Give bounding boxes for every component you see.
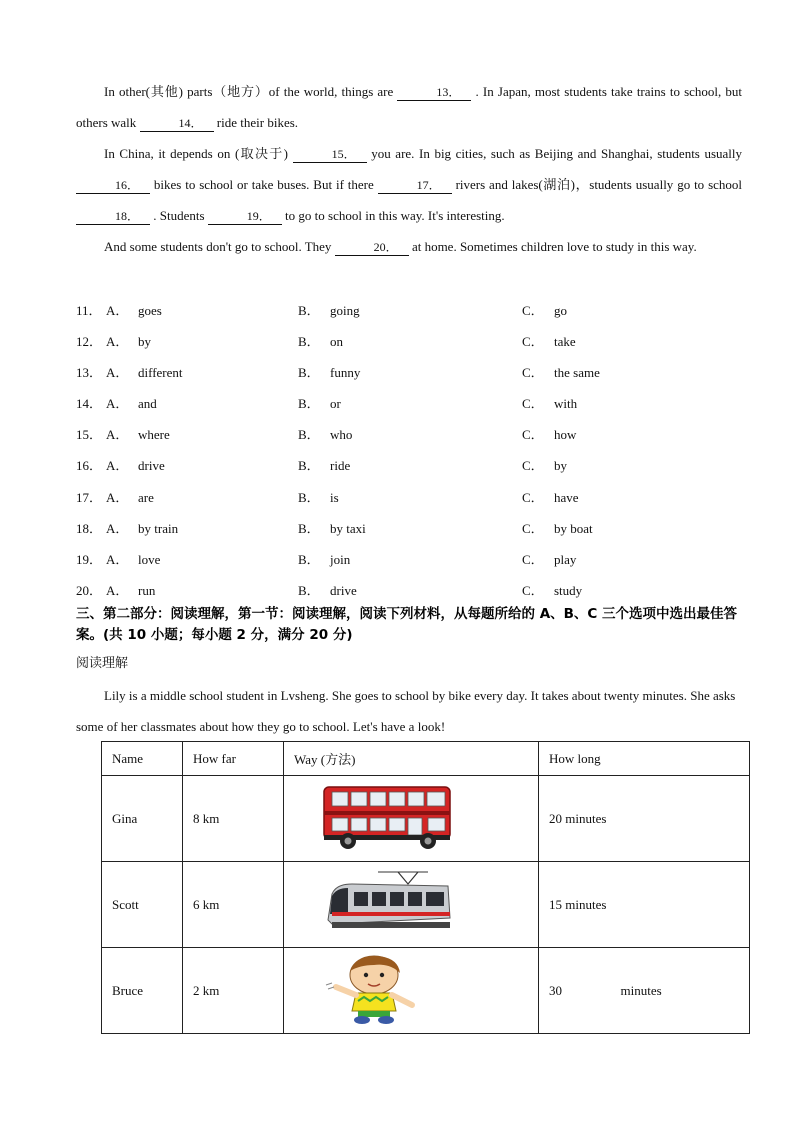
option-a-label: A． bbox=[106, 551, 129, 567]
cell-way bbox=[284, 948, 539, 1034]
passage-text: rivers and lakes(湖泊)，students usually go to school bbox=[455, 177, 743, 192]
option-row bbox=[76, 388, 756, 419]
cell-name: Bruce bbox=[102, 948, 183, 1034]
section-heading: 三、第二部分：阅读理解，第一节：阅读理解，阅读下列材料，从每题所给的 A、B、C 三个选项中选出最佳答案。(共 10 小题；每小题 2 分，满分 20 分) bbox=[76, 606, 738, 643]
passage-text: ride their bikes. bbox=[216, 115, 299, 130]
option-row bbox=[76, 419, 756, 450]
option-row bbox=[76, 450, 756, 481]
option-b-label: B． bbox=[298, 334, 320, 350]
option-b-label: B． bbox=[298, 458, 320, 474]
blank-15: 15． bbox=[293, 146, 367, 163]
reading-intro bbox=[76, 680, 742, 742]
cloze-passage bbox=[76, 76, 742, 262]
option-row bbox=[76, 482, 756, 513]
option-a-text: love bbox=[138, 551, 161, 567]
option-row bbox=[76, 513, 756, 544]
option-c-label: C． bbox=[522, 334, 544, 350]
question-number: 14． bbox=[76, 396, 103, 412]
option-c-label: C． bbox=[522, 365, 544, 381]
option-a-label: A． bbox=[106, 582, 129, 598]
cell-how-far: 6 km bbox=[183, 862, 284, 948]
option-c-label: C． bbox=[522, 458, 544, 474]
option-a-text: by bbox=[138, 334, 151, 350]
cell-how-far: 2 km bbox=[183, 948, 284, 1034]
option-b-text: is bbox=[330, 489, 339, 505]
option-c-text: take bbox=[554, 334, 576, 350]
passage-text: . Students bbox=[153, 208, 205, 223]
passage-text: In other(其他) parts（地方）of the world, things are bbox=[104, 84, 394, 99]
table-row bbox=[102, 862, 750, 948]
header-how-far: How far bbox=[183, 742, 284, 776]
option-c-text: by boat bbox=[554, 520, 593, 536]
cell-way bbox=[284, 862, 539, 948]
option-row bbox=[76, 544, 756, 575]
option-b-label: B． bbox=[298, 427, 320, 443]
option-a-text: run bbox=[138, 582, 156, 598]
passage-text: to go to school in this way. It's interesting. bbox=[285, 208, 505, 223]
option-b-text: by taxi bbox=[330, 520, 366, 536]
option-a-label: A． bbox=[106, 365, 129, 381]
question-number: 11． bbox=[76, 303, 102, 318]
option-c-text: play bbox=[554, 551, 577, 567]
duration-number: 30 bbox=[549, 982, 562, 998]
cell-how-long: 20 minutes bbox=[539, 776, 750, 862]
option-c-label: C． bbox=[522, 396, 544, 412]
option-c-text: by bbox=[554, 458, 567, 474]
blank-19: 19． bbox=[208, 208, 282, 225]
option-c-label: C． bbox=[522, 520, 544, 536]
option-c-label: C． bbox=[522, 582, 544, 598]
option-a-text: are bbox=[138, 489, 154, 505]
header-name: Name bbox=[102, 742, 183, 776]
paragraph-3 bbox=[76, 231, 742, 262]
option-row bbox=[76, 357, 756, 388]
option-a-label: A． bbox=[106, 458, 129, 474]
subsection-heading: 阅读理解 bbox=[76, 656, 129, 671]
walking-boy-icon bbox=[316, 953, 426, 1025]
train-icon bbox=[318, 868, 458, 938]
question-number: 19． bbox=[76, 551, 103, 567]
cell-how-long: 15 minutes bbox=[539, 862, 750, 948]
option-a-label: A． bbox=[106, 520, 129, 536]
option-b-label: B． bbox=[298, 396, 320, 412]
option-c-label: C． bbox=[522, 489, 544, 505]
question-number: 12． bbox=[76, 334, 103, 350]
duration-unit: minutes bbox=[620, 982, 662, 998]
header-way: Way (方法) bbox=[284, 742, 539, 776]
table-header-row bbox=[102, 742, 750, 776]
option-b-label: B． bbox=[298, 551, 320, 567]
blank-13: 13． bbox=[397, 84, 471, 101]
option-a-text: different bbox=[138, 365, 183, 381]
option-b-text: ride bbox=[330, 458, 351, 474]
cell-name: Scott bbox=[102, 862, 183, 948]
option-row bbox=[76, 575, 756, 606]
option-b-label: B． bbox=[298, 489, 320, 505]
option-c-label: C． bbox=[522, 427, 544, 443]
blank-16: 16． bbox=[76, 177, 150, 194]
double-decker-bus-icon bbox=[318, 781, 458, 853]
option-a-text: and bbox=[138, 396, 157, 412]
transport-table bbox=[101, 741, 750, 1034]
option-a-label: A． bbox=[106, 489, 129, 505]
option-a-label: A． bbox=[106, 303, 129, 318]
passage-text: at home. Sometimes children love to study in this way. bbox=[411, 239, 697, 254]
cell-how-far: 8 km bbox=[183, 776, 284, 862]
option-a-label: A． bbox=[106, 396, 129, 412]
option-c-label: C． bbox=[522, 303, 544, 318]
option-b-text: join bbox=[330, 551, 351, 567]
option-b-text: or bbox=[330, 396, 341, 412]
paragraph-1 bbox=[76, 76, 742, 138]
passage-text: . In Japan, most students take trains to school, but others walk bbox=[76, 84, 743, 130]
question-number: 13． bbox=[76, 365, 103, 381]
option-a-label: A． bbox=[106, 427, 129, 443]
option-c-text: how bbox=[554, 427, 577, 443]
option-row bbox=[76, 326, 756, 357]
cell-name: Gina bbox=[102, 776, 183, 862]
table-row bbox=[102, 948, 750, 1034]
paragraph-2 bbox=[76, 138, 742, 231]
option-c-text: the same bbox=[554, 365, 600, 381]
option-b-label: B． bbox=[298, 365, 320, 381]
option-b-label: B． bbox=[298, 582, 320, 598]
question-number: 18． bbox=[76, 520, 103, 536]
blank-18: 18． bbox=[76, 208, 150, 225]
table-row bbox=[102, 776, 750, 862]
option-c-text: have bbox=[554, 489, 579, 505]
option-a-text: where bbox=[138, 427, 170, 443]
blank-17: 17． bbox=[378, 177, 452, 194]
option-b-label: B． bbox=[298, 520, 320, 536]
blank-20: 20． bbox=[335, 239, 409, 256]
option-c-label: C． bbox=[522, 551, 544, 567]
header-how-long: How long bbox=[539, 742, 750, 776]
option-a-text: drive bbox=[138, 458, 165, 474]
options-list bbox=[76, 295, 756, 606]
option-c-text: go bbox=[554, 303, 567, 318]
option-a-text: by train bbox=[138, 520, 179, 536]
option-c-text: study bbox=[554, 582, 583, 598]
question-number: 15． bbox=[76, 427, 103, 443]
option-a-text: goes bbox=[138, 303, 162, 318]
option-b-text: drive bbox=[330, 582, 357, 598]
option-row bbox=[76, 295, 756, 326]
blank-14: 14． bbox=[140, 115, 214, 132]
option-b-text: going bbox=[330, 303, 360, 318]
reading-intro-text: Lily is a middle school student in Lvsheng. She goes to school by bike every day. It takes about twenty minutes. She asks some of her classmates about how they go to school. Let's have a look! bbox=[76, 688, 736, 734]
option-b-text: funny bbox=[330, 365, 361, 381]
passage-text: you are. In big cities, such as Beijing and Shanghai, students usually bbox=[371, 146, 743, 161]
question-number: 17． bbox=[76, 489, 103, 505]
passage-text: bikes to school or take buses. But if there bbox=[153, 177, 374, 192]
question-number: 20． bbox=[76, 582, 103, 598]
option-b-label: B． bbox=[298, 303, 320, 318]
option-c-text: with bbox=[554, 396, 578, 412]
cell-way bbox=[284, 776, 539, 862]
question-number: 16． bbox=[76, 458, 103, 474]
cell-how-long bbox=[539, 948, 750, 1034]
passage-text: In China, it depends on (取决于) bbox=[104, 146, 288, 161]
option-b-text: who bbox=[330, 427, 353, 443]
option-a-label: A． bbox=[106, 334, 129, 350]
passage-text: And some students don't go to school. They bbox=[104, 239, 332, 254]
option-b-text: on bbox=[330, 334, 343, 350]
